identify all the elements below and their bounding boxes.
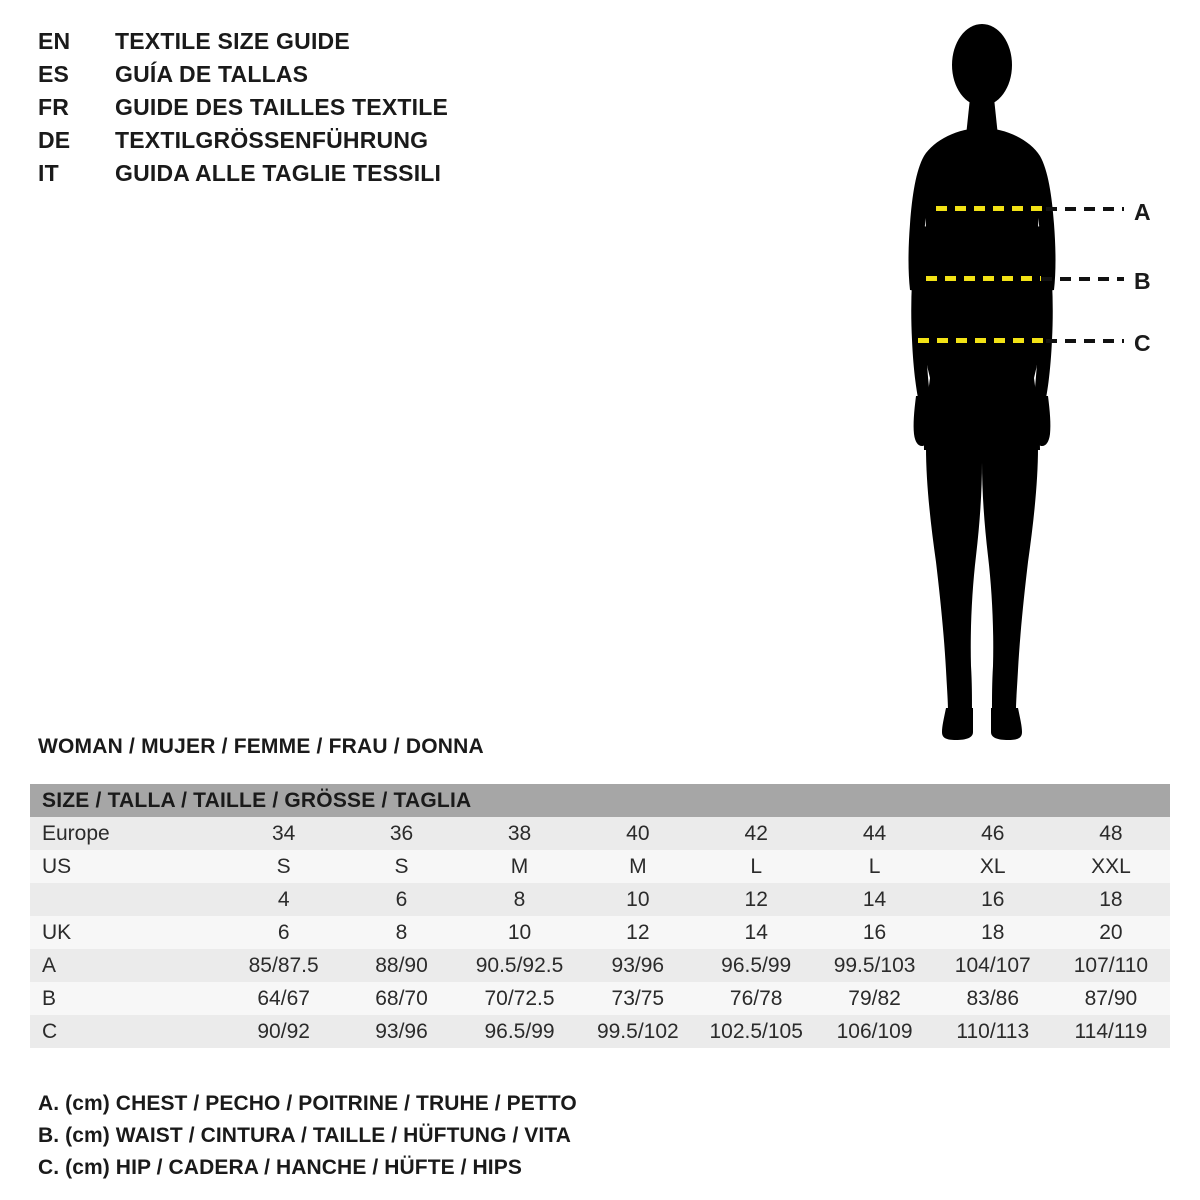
language-title: GUIDE DES TAILLES TEXTILE: [115, 94, 448, 120]
cell: 73/75: [611, 986, 665, 1010]
chest-measure-line: [936, 206, 1046, 211]
cell: 46: [981, 821, 1005, 845]
cell: 8: [513, 887, 526, 911]
table-row: [30, 982, 1170, 1015]
cell: 87/90: [1084, 986, 1138, 1010]
footnote-waist: B. (cm) WAIST / CINTURA / TAILLE / HÜFTUNG / VITA: [38, 1124, 571, 1147]
footnote-hip: C. (cm) HIP / CADERA / HANCHE / HÜFTE / HIPS: [38, 1156, 522, 1179]
footnotes: [38, 1088, 838, 1184]
measure-label-a: A: [1134, 199, 1151, 225]
cell: 64/67: [257, 986, 310, 1010]
hip-measure-line: [918, 338, 1046, 343]
cell: 18: [1099, 887, 1123, 911]
cell: 36: [389, 821, 414, 845]
language-code: FR: [38, 94, 70, 120]
cell: 20: [1099, 920, 1123, 944]
cell: XXL: [1091, 854, 1131, 878]
table-row: [30, 883, 1170, 916]
table-header-row: [30, 784, 1170, 817]
language-code: EN: [38, 28, 71, 54]
cell: 44: [862, 821, 887, 845]
cell: 85/87.5: [248, 953, 319, 977]
cell: 99.5/102: [596, 1019, 679, 1043]
waist-measure-line: [926, 276, 1041, 281]
hip-leader-line: [1046, 339, 1124, 343]
language-title-block: [38, 28, 558, 193]
language-title: TEXTILGRÖSSENFÜHRUNG: [115, 127, 429, 153]
size-table: [30, 784, 1170, 1048]
female-body-silhouette-icon: [860, 10, 1160, 750]
cell: 79/82: [848, 986, 901, 1010]
measure-label-b: B: [1134, 268, 1151, 294]
cell: 38: [507, 821, 532, 845]
waist-leader-line: [1041, 277, 1124, 281]
cell: 68/70: [375, 986, 428, 1010]
cell: S: [276, 854, 291, 878]
cell: 90.5/92.5: [475, 953, 564, 977]
row-label: [30, 883, 225, 916]
cell: 18: [981, 920, 1005, 944]
cell: 102.5/105: [709, 1019, 803, 1043]
cell: 83/86: [966, 986, 1020, 1010]
table-row: [30, 1015, 1170, 1048]
language-row: [38, 160, 558, 193]
row-label: Europe: [42, 821, 110, 845]
language-code: IT: [38, 160, 59, 186]
language-code: ES: [38, 61, 70, 87]
cell: 93/96: [611, 953, 665, 977]
cell: 107/110: [1073, 953, 1149, 977]
cell: 93/96: [375, 1019, 428, 1043]
measure-label-c: C: [1134, 330, 1151, 356]
cell: 34: [271, 821, 296, 845]
cell: 88/90: [375, 953, 428, 977]
cell: 90/92: [257, 1019, 310, 1043]
cell: M: [510, 854, 529, 878]
row-label: US: [42, 854, 72, 878]
cell: 76/78: [729, 986, 783, 1010]
cell: 8: [395, 920, 408, 944]
cell: 12: [626, 920, 650, 944]
cell: 42: [744, 821, 768, 845]
cell: 106/109: [836, 1019, 913, 1043]
language-title: GUIDA ALLE TAGLIE TESSILI: [115, 160, 442, 186]
language-code: DE: [38, 127, 71, 153]
table-header-label: SIZE / TALLA / TAILLE / GRÖSSE / TAGLIA: [30, 784, 1170, 817]
cell: L: [868, 854, 881, 878]
cell: 6: [277, 920, 290, 944]
row-label: C: [42, 1019, 58, 1043]
language-row: [38, 28, 558, 61]
cell: S: [394, 854, 409, 878]
language-row: [38, 127, 558, 160]
cell: 96.5/99: [484, 1019, 555, 1043]
row-label: A: [42, 953, 57, 977]
cell: 96.5/99: [721, 953, 792, 977]
row-label: UK: [42, 920, 72, 944]
cell: 14: [744, 920, 768, 944]
cell: 14: [862, 887, 887, 911]
table-row: [30, 949, 1170, 982]
cell: 16: [862, 920, 887, 944]
cell: 99.5/103: [833, 953, 916, 977]
table-row: [30, 850, 1170, 883]
cell: L: [750, 854, 763, 878]
footnote-chest: A. (cm) CHEST / PECHO / POITRINE / TRUHE / PETTO: [38, 1092, 577, 1115]
cell: 70/72.5: [484, 986, 555, 1010]
cell: 10: [626, 887, 650, 911]
cell: 40: [626, 821, 650, 845]
language-row: [38, 61, 558, 94]
cell: 12: [744, 887, 768, 911]
cell: 16: [981, 887, 1005, 911]
language-title: TEXTILE SIZE GUIDE: [115, 28, 350, 54]
cell: 114/119: [1074, 1019, 1148, 1043]
cell: 104/107: [954, 953, 1031, 977]
language-row: [38, 94, 558, 127]
section-caption: WOMAN / MUJER / FEMME / FRAU / DONNA: [38, 735, 484, 758]
chest-leader-line: [1046, 207, 1124, 211]
table-row: [30, 916, 1170, 949]
cell: 10: [507, 920, 532, 944]
cell: 6: [395, 887, 408, 911]
row-label: B: [42, 986, 57, 1010]
cell: M: [629, 854, 647, 878]
cell: 48: [1099, 821, 1123, 845]
cell: 110/113: [956, 1019, 1030, 1043]
language-title: GUÍA DE TALLAS: [115, 61, 309, 87]
cell: XL: [979, 854, 1006, 878]
cell: 4: [277, 887, 290, 911]
table-row: [30, 817, 1170, 850]
body-figure: [860, 10, 1190, 750]
